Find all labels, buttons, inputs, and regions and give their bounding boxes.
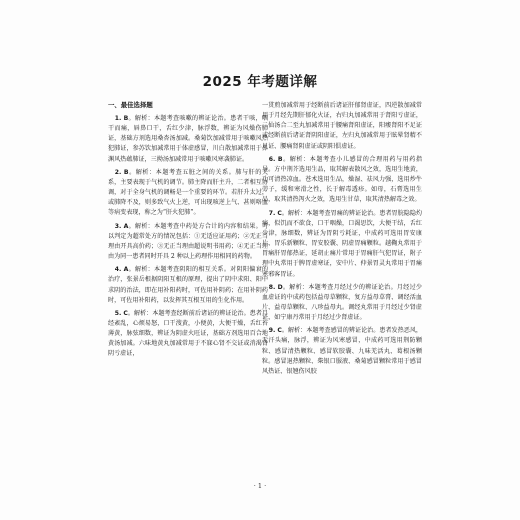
answer-paragraph: 9. C。解析：本题考查感冒的辨证论治。患者发热恶风，无汗头痛，脉浮，辨证为风寒感冒，中成药可选用荆防颗粒、感冒清热颗粒、感冒软胶囊、九味羌活丸、葛根汤颗粒。感冒退热颗粒、柴银口服液、桑菊感冒颗粒常用于感冒风热证、银翘伤风胶	[262, 327, 423, 375]
answer-text: 解析：本题考查阴阳的相互关系。对阴阳偏衰的治疗，张景岳根据阴阳互根的原理，提出了阴中求阳、阳中求阴的治法，即在用补阳药时，可佐用补阴药；在用补阴药时，可佐用补阳药，以发挥其互根互用的生化作用。	[108, 266, 269, 304]
answer-number: 8. D	[268, 283, 283, 291]
answer-number: 7. C	[268, 209, 282, 217]
right-column	[262, 101, 422, 380]
left-column	[108, 100, 268, 363]
answer-number: 3. A	[114, 222, 129, 230]
answer-text: 解析：本题考查中药处方合计的内容和结果。可以判定为超常处方的情况包括：①无适应证用药；②无正当理由开具高价药；③无正当理由超说明书用药；④无正当理由为同一患者同时开具 2 种以上药理作用相同的药物。	[108, 222, 269, 261]
answer-text: 解析：本题考查小儿感冒的合理用药与用药指导。方中荆芥选用生品，取其解表散风之效，选用生地黄，功可清热凉血。苍术选用生品，燥湿、祛风力强，选用炒牛蒡子，缓和寒滑之性，长于解毒透疹。如母，石膏选用生品，取其清热泻火之效，选用生甘草，取其清热解毒之效。	[262, 155, 423, 204]
answer-text: 解析：本题考查月经过少的辨证论治。月经过少血虚证的中成药包括益母草颗粒，复方益母草膏、调经活血片、益母草颗粒、八珍益母丸。调经丸常用于月经过少肾虚证，如宁康丹常用于月经过少肾虚证。	[262, 283, 423, 322]
answer-number: 9. C	[268, 327, 282, 335]
answer-number: 5. C	[114, 309, 128, 317]
answer-paragraph: 7. C。解析：本题考查胃痛的辨证论治。患者胃脘隐隐灼痛，似饥而不欲食，口干咽燥，口渴思饮，大便干结，舌红少津，脉细数，辨证为胃阴亏耗证，中成药可选用胃安康片、胃乐新颗粒、胃安胶囊、阴虚胃痛颗粒。越鞠丸常用于胃痛肝胃郁热证，延胡止痛片常用于胃痛肝气犯胃证，附子理中丸常用于脾胃虚寒证，安中片、仲景胃灵丸常用于胃痛寒邪客胃证。	[262, 209, 423, 278]
answer-text: 一贯煎加减常用于经断前后诸证肝郁肾虚证，四逆散加减常用于月经先期肝郁化火证，右归丸加减常用于肾阳亏虚证，二仙汤合二至丸加减常用于腰痛肾阳虚证，阳痿肾阳不足证或经断前后诸证肾阴阳虚证，左归丸加减常用于眩晕肾精不足证、腰痛肾阴虚证或阴阳俱虚证。	[262, 102, 422, 150]
answer-paragraph: 1. B。解析：本题考查咳嗽的辨证论治。患者干咳，咽干而痛，唇鼻口干，舌红少津，脉浮数，辨证为风燥伤肺证，基础方剂选用桑杏汤加减。桑菊饮加减常用于咳嗽风热犯肺证，参苏饮加减常用于体虚感冒，川白散加减常用于鼻渊风热蕴肺证，三拗汤加减常用于咳嗽风寒袭肺证。	[108, 115, 268, 163]
answer-paragraph-continued	[262, 101, 422, 152]
answer-paragraph: 6. B。解析：本题考查小儿感冒的合理用药与用药指导。方中荆芥选用生品，取其解表散风之效，选用生地黄，功可清热凉血。苍术选用生品，燥湿、祛风力强，选用炒牛蒡子，缓和寒滑之性，长于解毒透疹。如母，石膏选用生品，取其清热泻火之效，选用生甘草，取其清热解毒之效。	[262, 155, 423, 204]
answer-number: 2. B	[114, 168, 129, 176]
page-title: 2025 年考题详解	[202, 74, 318, 90]
answer-text: 解析：本题考查感冒的辨证论治。患者发热恶风，无汗头痛，脉浮，辨证为风寒感冒，中成药可选用荆防颗粒、感冒清热颗粒、感冒软胶囊、九味羌活丸、葛根汤颗粒。感冒退热颗粒、柴银口服液、桑菊感冒颗粒常用于感冒风热证、银翘伤风胶	[262, 327, 423, 375]
answer-text: 解析：本题考查胃痛的辨证论治。患者胃脘隐隐灼痛，似饥而不欲食，口干咽燥，口渴思饮，大便干结，舌红少津，脉细数，辨证为胃阴亏耗证，中成药可选用胃安康片、胃乐新颗粒、胃安胶囊、阴虚胃痛颗粒。越鞠丸常用于胃痛肝胃郁热证，延胡止痛片常用于胃痛肝气犯胃证，附子理中丸常用于脾胃虚寒证，安中片、仲景胃灵丸常用于胃痛寒邪客胃证。	[262, 209, 423, 278]
answer-number: 6. B	[268, 155, 283, 163]
section-heading: 一、最佳选择题	[108, 101, 153, 109]
answer-number: 4. A	[114, 266, 129, 274]
page-number: · 1 ·	[253, 482, 267, 490]
answer-text: 解析：本题考查五脏之间的关系。肺与肝的关系，主要表现于气机的调节。肺主降而肝主升，二者相互协调，对于全身气机的调畅是一个重要的环节。若肝升太过，或肺降不及，则多致气火上逆，可出现咳逆上气、甚则咯血等病变表现，称之为“肝火犯肺”。	[108, 168, 269, 217]
answer-paragraph: 3. A。解析：本题考查中药处方合计的内容和结果。可以判定为超常处方的情况包括：①无适应证用药；②无正当理由开具高价药；③无正当理由超说明书用药；④无正当理由为同一患者同时开具 2 种以上药理作用相同的药物。	[108, 222, 269, 261]
answer-paragraph: 5. C。解析：本题考查经断前后诸证的辨证论治。患者月经紊乱，心烦易怒，口干溲黄，小便黄，大便干燥，舌红苔薄黄，脉弦细数，辨证为阴虚火旺证，基础方剂选用百合地黄汤加减。六味地黄丸加减常用于不寐心肾不交证或消渴肾阴亏虚证，	[108, 309, 269, 358]
answer-paragraph: 2. B。解析：本题考查五脏之间的关系。肺与肝的关系，主要表现于气机的调节。肺主降而肝主升，二者相互协调，对于全身气机的调畅是一个重要的环节。若肝升太过，或肺降不及，则多致气火上逆，可出现咳逆上气、甚则咯血等病变表现，称之为“肝火犯肺”。	[108, 168, 269, 217]
answer-paragraph: 8. D。解析：本题考查月经过少的辨证论治。月经过少血虚证的中成药包括益母草颗粒，复方益母草膏、调经活血片、益母草颗粒、八珍益母丸。调经丸常用于月经过少肾虚证，如宁康丹常用于月经过少肾虚证。	[262, 283, 423, 322]
answer-number: 1. B	[114, 115, 129, 122]
answer-text: 解析：本题考查咳嗽的辨证论治。患者干咳，咽干而痛，唇鼻口干，舌红少津，脉浮数，辨证为风燥伤肺证，基础方剂选用桑杏汤加减。桑菊饮加减常用于咳嗽风热犯肺证，参苏饮加减常用于体虚感冒，川白散加减常用于鼻渊风热蕴肺证，三拗汤加减常用于咳嗽风寒袭肺证。	[108, 115, 268, 163]
answer-paragraph: 4. A。解析：本题考查阴阳的相互关系。对阴阳偏衰的治疗，张景岳根据阴阳互根的原理，提出了阴中求阳、阳中求阴的治法，即在用补阳药时，可佐用补阴药；在用补阴药时，可佐用补阳药，以发挥其互根互用的生化作用。	[108, 266, 269, 304]
answer-text: 解析：本题考查经断前后诸证的辨证论治。患者月经紊乱，心烦易怒，口干溲黄，小便黄，大便干燥，舌红苔薄黄，脉弦细数，辨证为阴虚火旺证，基础方剂选用百合地黄汤加减。六味地黄丸加减常用于不寐心肾不交证或消渴肾阴亏虚证，	[108, 309, 269, 358]
